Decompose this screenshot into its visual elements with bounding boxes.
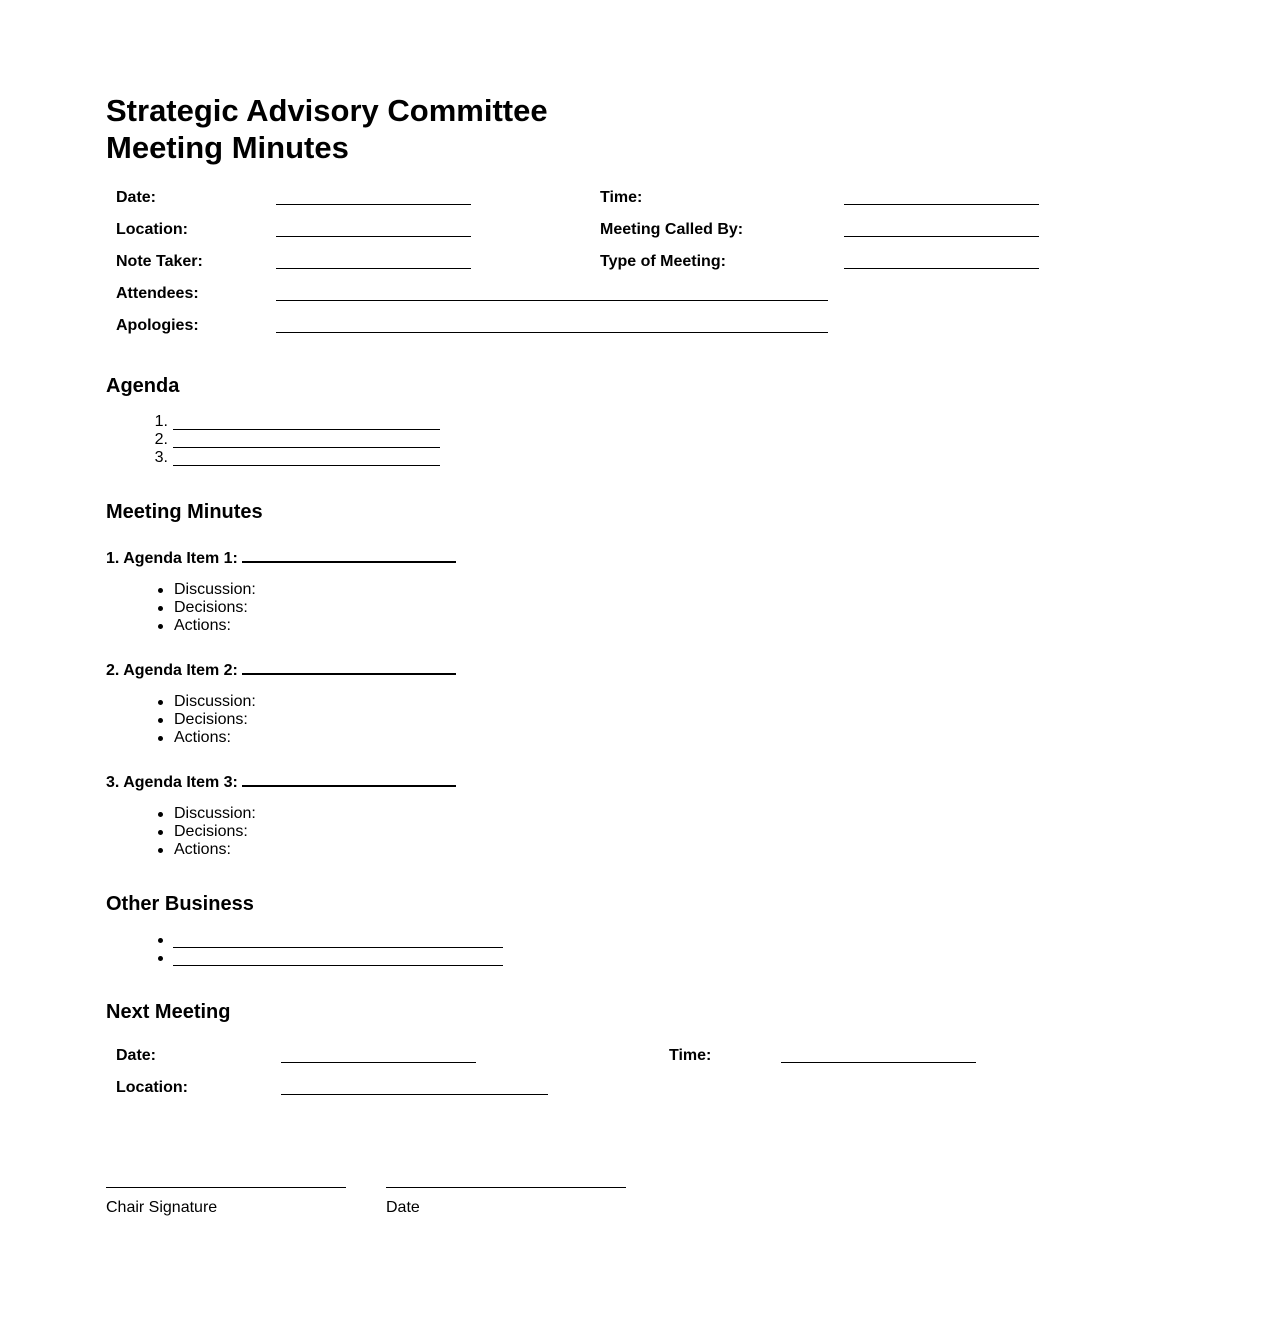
next-location-field[interactable] [281,1094,548,1095]
actions-label: Actions: [174,617,231,634]
note-taker-field[interactable] [276,268,471,269]
agenda-item-title: 1. Agenda Item 1: [106,550,238,567]
actions-row [106,841,406,859]
discussion-label: Discussion: [174,805,256,822]
title-line-1: Strategic Advisory Committee [106,93,548,128]
decisions-row [106,823,406,841]
next-time-field[interactable] [781,1062,976,1063]
decisions-label: Decisions: [174,599,248,616]
apologies-field[interactable] [276,332,828,333]
other-business-heading: Other Business [106,893,254,915]
chair-signature-field[interactable] [106,1187,346,1188]
decisions-row [106,599,406,617]
agenda-item-number: 2. [154,431,168,448]
apologies-label: Apologies: [116,317,199,334]
signature-date-label: Date [386,1199,420,1216]
other-business-field[interactable] [173,947,503,948]
meeting-type-label: Type of Meeting: [600,253,726,270]
decisions-label: Decisions: [174,823,248,840]
other-business-item [106,949,526,967]
agenda-item-title: 3. Agenda Item 3: [106,774,238,791]
called-by-field[interactable] [844,236,1039,237]
actions-row [106,729,406,747]
actions-row [106,617,406,635]
agenda-item-title-field[interactable] [242,771,456,787]
bullet-icon [158,588,163,593]
attendees-field[interactable] [276,300,828,301]
agenda-item-number: 1. [154,413,168,430]
date-field[interactable] [276,204,471,205]
date-label: Date: [116,189,157,206]
next-location-label: Location: [116,1079,188,1096]
agenda-heading: Agenda [106,375,180,397]
agenda-item-field[interactable] [173,465,440,466]
bullet-icon [158,736,163,741]
discussion-row [106,805,406,823]
next-meeting-heading: Next Meeting [106,1001,231,1023]
discussion-label: Discussion: [174,581,256,598]
attendees-label: Attendees: [116,285,199,302]
discussion-label: Discussion: [174,693,256,710]
agenda-item-heading [106,547,456,569]
bullet-icon [158,938,163,943]
agenda-item-title-field[interactable] [242,547,456,563]
other-business-item [106,931,526,949]
agenda-item-field[interactable] [173,429,440,430]
called-by-label: Meeting Called By: [600,221,744,238]
agenda-item-title-field[interactable] [242,659,456,675]
bullet-icon [158,606,163,611]
minutes-heading: Meeting Minutes [106,501,263,523]
next-date-field[interactable] [281,1062,476,1063]
decisions-label: Decisions: [174,711,248,728]
bullet-icon [158,718,163,723]
agenda-item-number: 3. [154,449,168,466]
actions-label: Actions: [174,841,231,858]
bullet-icon [158,700,163,705]
agenda-item [148,413,448,431]
agenda-item-title: 2. Agenda Item 2: [106,662,238,679]
bullet-icon [158,830,163,835]
discussion-row [106,693,406,711]
bullet-icon [158,812,163,817]
discussion-row [106,581,406,599]
next-time-label: Time: [669,1047,712,1064]
next-date-label: Date: [116,1047,157,1064]
title-line-2: Meeting Minutes [106,130,349,165]
agenda-item-field[interactable] [173,447,440,448]
time-field[interactable] [844,204,1039,205]
location-label: Location: [116,221,188,238]
meeting-type-field[interactable] [844,268,1039,269]
bullet-icon [158,848,163,853]
agenda-item [148,431,448,449]
time-label: Time: [600,189,643,206]
bullet-icon [158,624,163,629]
agenda-item-heading [106,659,456,681]
note-taker-label: Note Taker: [116,253,203,270]
decisions-row [106,711,406,729]
bullet-icon [158,956,163,961]
document-title [106,92,548,166]
signature-date-field[interactable] [386,1187,626,1188]
location-field[interactable] [276,236,471,237]
agenda-item [148,449,448,467]
other-business-field[interactable] [173,965,503,966]
agenda-item-heading [106,771,456,793]
chair-signature-label: Chair Signature [106,1199,218,1216]
actions-label: Actions: [174,729,231,746]
